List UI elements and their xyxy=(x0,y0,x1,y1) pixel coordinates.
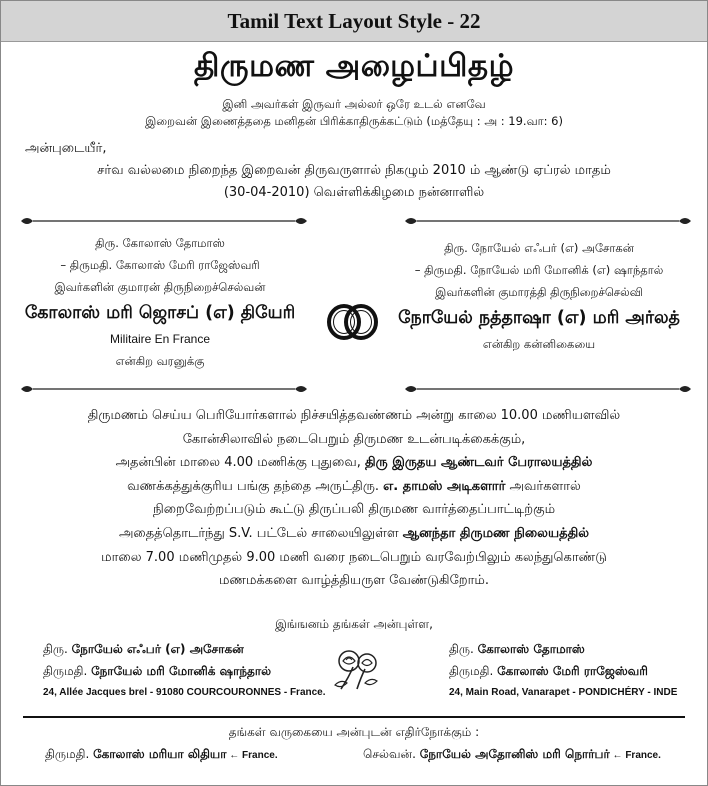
greeting: அன்புடையீர், xyxy=(25,141,107,156)
bride-suffix: என்கிற கன்னிகையை xyxy=(482,337,596,351)
footer-right xyxy=(363,747,661,763)
sign-left xyxy=(43,638,326,704)
footer-right-suffix: ← France. xyxy=(609,750,661,761)
bride-name: நோயேல் நத்தாஷா (எ) மரி அர்லத் xyxy=(398,308,680,328)
bride-column xyxy=(385,237,693,355)
body-line-2: கோன்சிலாவில் நடைபெறும் திருமண உடன்படிக்கைக்கும், xyxy=(182,431,526,447)
sign-right-line-2 xyxy=(449,660,677,682)
invitation-body xyxy=(1,404,707,593)
footer-left-prefix: திருமதி. xyxy=(45,747,94,761)
header-bar xyxy=(1,1,707,42)
body-line-5: நிறைவேற்றப்படும் கூட்டு திருப்பலி திருமண வார்த்தைப்பாட்டிற்கும் xyxy=(152,502,556,518)
footer-left-name: கோலாஸ் மரியா லிதியா xyxy=(93,747,227,761)
sign-left-name-2: நோயேல் மரி மோனிக் ஷாந்தால் xyxy=(91,664,272,678)
sign-right-name-1: கோலாஸ் தோமாஸ் xyxy=(477,642,585,656)
groom-father: திரு. கோலாஸ் தோமாஸ் xyxy=(95,236,225,250)
sign-right-line-1 xyxy=(449,638,677,660)
cathedral-name: திரு இருதய ஆண்டவர் பேராலயத்தில் xyxy=(364,455,593,471)
body-line-3 xyxy=(1,451,707,475)
intro-line-2: (30-04-2010) வெள்ளிக்கிழமை நன்னாளில் xyxy=(223,185,485,200)
priest-name: எ. தாமஸ் அடிகளார் xyxy=(383,478,506,494)
body-line-1: திருமணம் செய்ய பெரியோர்களால் நிச்சயித்தவண்ணம் அன்று காலை 10.00 மணியளவில் xyxy=(87,408,621,423)
groom-suffix: என்கிற வரனுக்கு xyxy=(115,354,205,368)
sign-right-address: 24, Main Road, Vanarapet - PONDICHÉRY - INDE xyxy=(449,687,678,698)
ornamental-divider-icon xyxy=(19,215,309,227)
rose-icon xyxy=(327,645,383,699)
sign-right-prefix-2: திருமதி. xyxy=(449,664,498,678)
groom-mother: – திருமதி. கோலாஸ் மேரி ராஜேஸ்வரி xyxy=(60,258,260,272)
groom-column xyxy=(1,232,319,372)
sign-left-name-1: நோயேல் எஃபர் (எ) அசோகன் xyxy=(71,642,244,656)
verse-block xyxy=(1,96,707,130)
footer-heading: தங்கள் வருகையை அன்புடன் எதிர்நோக்கும் : xyxy=(228,725,480,739)
body-line-3-text: அதன்பின் மாலை 4.00 மணிக்கு புதுவை, xyxy=(115,455,365,471)
sign-left-line-2 xyxy=(43,660,326,682)
ornamental-divider-icon xyxy=(403,383,693,395)
body-line-7: மாலை 7.00 மணிமுதல் 9.00 மணி வரை நடைபெறும் வரவேற்பிலும் கலந்துகொண்டு xyxy=(101,549,607,565)
ornamental-divider-icon xyxy=(403,215,693,227)
bride-father: திரு. நோயேல் எஃபர் (எ) அசோகன் xyxy=(444,241,634,255)
footer-left xyxy=(45,747,278,763)
body-line-4-text: வணக்கத்துக்குரிய பங்கு தந்தை அருட்திரு. xyxy=(127,478,384,494)
bride-relation: இவர்களின் குமாரத்தி திருநிறைச்செல்வி xyxy=(435,285,643,299)
verse-line-1: இனி அவர்கள் இருவர் அல்லர் ஒரே உடல் எனவே xyxy=(222,97,486,111)
header-title: Tamil Text Layout Style - 22 xyxy=(227,8,481,33)
groom-occupation: Militaire En France xyxy=(109,332,211,346)
sign-left-address: 24, Allée Jacques brel - 91080 COURCOURONNES - France. xyxy=(43,687,326,698)
groom-relation: இவர்களின் குமாரன் திருநிறைச்செல்வன் xyxy=(54,280,266,294)
bride-mother: – திருமதி. நோயேல் மரி மோனிக் (எ) ஷாந்தால் xyxy=(414,263,664,277)
footer-right-prefix: செல்வன். xyxy=(363,747,420,761)
footer-left-suffix: ← France. xyxy=(226,750,278,761)
ornamental-divider-icon xyxy=(19,383,309,395)
body-line-8: மணமக்களை வாழ்த்தியருள வேண்டுகிறோம். xyxy=(218,573,490,589)
sign-left-prefix-2: திருமதி. xyxy=(43,664,92,678)
intro-block xyxy=(1,160,707,204)
body-line-4-end: அவர்களால் xyxy=(505,478,581,494)
sign-left-prefix-1: திரு. xyxy=(43,642,72,656)
sign-left-line-1 xyxy=(43,638,326,660)
sign-right xyxy=(449,638,677,704)
footer-right-name: நோயேல் அதோனிஸ் மரி நொர்பர் xyxy=(419,747,610,761)
main-title: திருமண அழைப்பிதழ் xyxy=(193,48,515,84)
body-line-4 xyxy=(1,475,707,499)
verse-line-2: இறைவன் இணைத்ததை மனிதன் பிரிக்காதிருக்கட்டும் (மத்தேயு : அ : 19.வா: 6) xyxy=(145,114,563,128)
closing-line: இங்ஙனம் தங்கள் அன்புள்ள, xyxy=(275,617,433,631)
groom-name: கோலாஸ் மரி ஜொசப் (எ) தியேரி xyxy=(24,303,296,323)
footer-divider xyxy=(23,716,685,718)
intro-line-1: சர்வ வல்லமை நிறைந்த இறைவன் திருவருளால் நிகழும் 2010 ம் ஆண்டு ஏப்ரல் மாதம் xyxy=(97,163,611,178)
body-line-6 xyxy=(1,522,707,546)
hall-name: ஆனந்தா திருமண நிலையத்தில் xyxy=(402,525,590,541)
wedding-rings-icon xyxy=(323,301,383,347)
body-line-6-text: அதைத்தொடர்ந்து S.V. பட்டேல் சாலையிலுள்ள xyxy=(118,525,403,541)
sign-right-prefix-1: திரு. xyxy=(449,642,478,656)
sign-right-name-2: கோலாஸ் மேரி ராஜேஸ்வரி xyxy=(497,664,648,678)
